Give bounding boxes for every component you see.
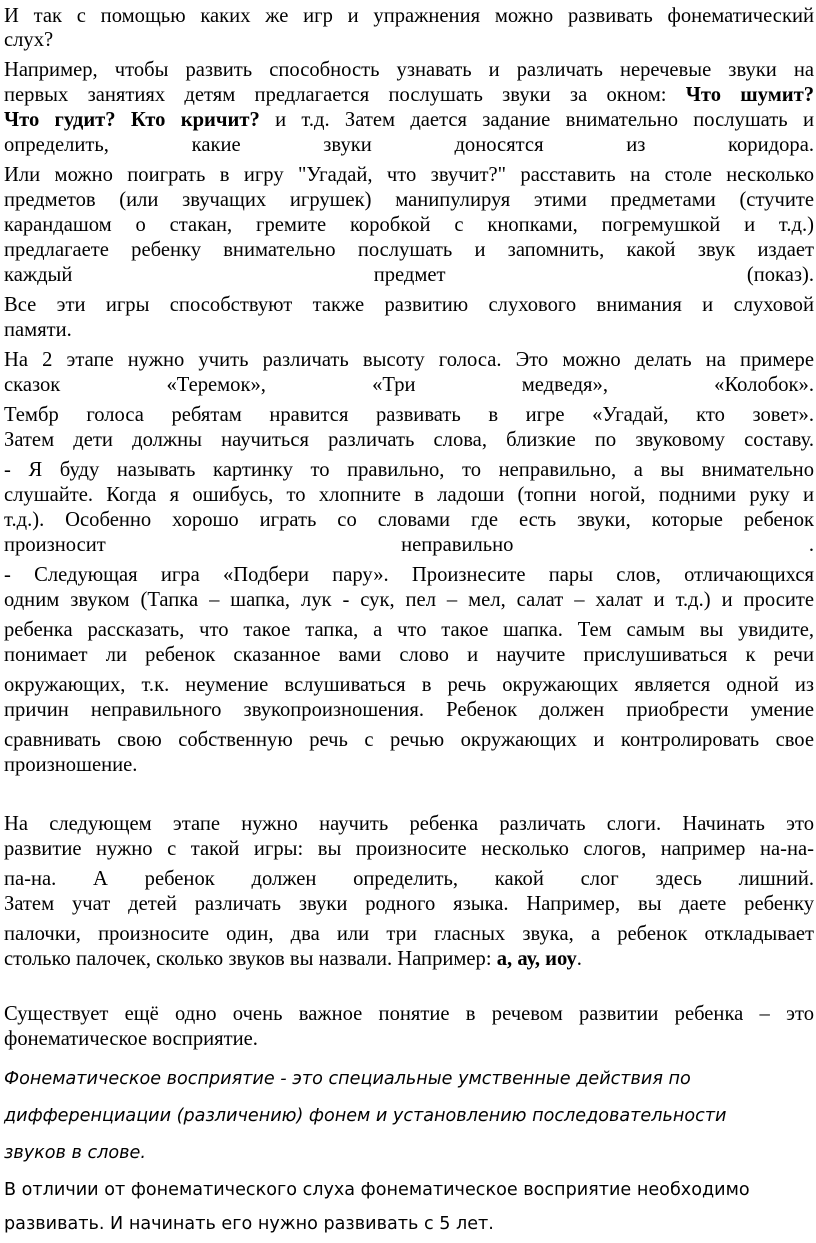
text-span: т.д.). Особенно хорошо играть со словами где есть звуки, которые ребенок bbox=[4, 509, 814, 531]
text-span: слушайте. Когда я ошибусь, то хлопните в ладоши (топни ногой, подними руку и bbox=[4, 484, 814, 506]
text-line bbox=[4, 563, 814, 587]
text-line bbox=[4, 263, 814, 287]
text-line bbox=[4, 728, 814, 752]
text-line bbox=[4, 293, 814, 317]
note-line: В отличии от фонематического слуха фонематическое восприятие необходимо bbox=[4, 1180, 750, 1200]
text-span: сравнивать свою собственную речь с речью окружающих и контролировать свое bbox=[4, 729, 814, 751]
text-line bbox=[4, 698, 814, 722]
text-span: понимает ли ребенок сказанное вами слово и научите прислушиваться к речи bbox=[4, 644, 814, 666]
text-span: палочки, произносите один, два или три гласных звука, а ребенок откладывает bbox=[4, 923, 814, 945]
text-line bbox=[4, 508, 814, 532]
text-span: Затем дети должны научиться различать слова, близкие по звуковому составу. bbox=[4, 429, 814, 451]
text-line bbox=[4, 673, 814, 697]
text-line bbox=[4, 588, 814, 612]
text-span: произношение. bbox=[4, 754, 138, 776]
text-span: и т.д. Затем дается задание внимательно послушать и bbox=[259, 109, 814, 131]
text-span: столько палочек, сколько звуков вы назвали. Например: bbox=[4, 948, 497, 970]
text-line bbox=[4, 428, 814, 452]
text-line bbox=[4, 58, 814, 82]
text-span: фонематическое восприятие. bbox=[4, 1028, 258, 1050]
text-line bbox=[4, 108, 814, 132]
text-line bbox=[4, 348, 814, 372]
definition-line: дифференциации (различению) фонем и установлению последовательности bbox=[4, 1106, 727, 1126]
text-line bbox=[4, 812, 814, 836]
text-line bbox=[4, 922, 814, 946]
text-span: Все эти игры способствуют также развитию слухового внимания и слуховой bbox=[4, 294, 814, 316]
text-span: слух? bbox=[4, 29, 54, 51]
text-line bbox=[4, 163, 814, 187]
bold-text: Что шумит? bbox=[685, 84, 814, 106]
text-line bbox=[4, 373, 814, 397]
definition-line: Фонематическое восприятие - это специальные умственные действия по bbox=[4, 1069, 691, 1089]
text-span: предлагаете ребенку внимательно послушать и запомнить, какой звук издает bbox=[4, 239, 814, 261]
text-span: На 2 этапе нужно учить различать высоту голоса. Это можно делать на примере bbox=[4, 349, 814, 371]
text-line bbox=[4, 4, 814, 28]
text-span: ребенка рассказать, что такое тапка, а что такое шапка. Тем самым вы увидите, bbox=[4, 619, 814, 641]
text-line bbox=[4, 83, 814, 107]
text-line bbox=[4, 643, 814, 667]
text-line bbox=[4, 28, 814, 52]
text-line bbox=[4, 533, 814, 557]
text-line bbox=[4, 188, 814, 212]
text-line bbox=[4, 867, 814, 891]
text-span: развитие нужно с такой игры: вы произносите несколько слогов, например на-на- bbox=[4, 838, 814, 860]
bold-text: а, ау, иоу bbox=[496, 948, 577, 970]
text-line bbox=[4, 947, 814, 971]
text-span: Или можно поиграть в игру "Угадай, что звучит?" расставить на столе несколько bbox=[4, 164, 814, 186]
text-span: сказок «Теремок», «Три медведя», «Колобок». bbox=[4, 374, 814, 396]
text-span: карандашом о стакан, гремите коробкой с кнопками, погремушкой и т.д.) bbox=[4, 214, 814, 236]
text-line bbox=[4, 1027, 814, 1051]
text-line bbox=[4, 458, 814, 482]
text-span: первых занятиях детям предлагается послушать звуки за окном: bbox=[4, 84, 686, 106]
text-span: - Я буду называть картинку то правильно, то неправильно, а вы внимательно bbox=[4, 459, 814, 481]
text-line bbox=[4, 318, 814, 342]
text-line bbox=[4, 837, 814, 861]
text-span: И так с помощью каких же игр и упражнения можно развивать фонематический bbox=[4, 5, 814, 27]
note-line: развивать. И начинать его нужно развивать с 5 лет. bbox=[4, 1214, 494, 1234]
text-line bbox=[4, 753, 814, 777]
text-span: Затем учат детей различать звуки родного языка. Например, вы даете ребенку bbox=[4, 893, 814, 915]
text-span: каждый предмет (показ). bbox=[4, 264, 814, 286]
text-line bbox=[4, 618, 814, 642]
text-span: па-на. А ребенок должен определить, какой слог здесь лишний. bbox=[4, 868, 814, 890]
text-span: памяти. bbox=[4, 319, 72, 341]
text-span: На следующем этапе нужно научить ребенка различать слоги. Начинать это bbox=[4, 813, 814, 835]
text-span: причин неправильного звукопроизношения. Ребенок должен приобрести умение bbox=[4, 699, 814, 721]
text-span: Существует ещё одно очень важное понятие в речевом развитии ребенка – это bbox=[4, 1003, 814, 1025]
text-span: произносит неправильно . bbox=[4, 534, 814, 556]
text-span: одним звуком (Тапка – шапка, лук - сук, пел – мел, салат – халат и т.д.) и просите bbox=[4, 589, 814, 611]
text-span: . bbox=[576, 948, 582, 970]
text-line bbox=[4, 238, 814, 262]
text-span: предметов (или звучащих игрушек) манипулируя этими предметами (стучите bbox=[4, 189, 814, 211]
text-line bbox=[4, 133, 814, 157]
text-span: - Следующая игра «Подбери пару». Произнесите пары слов, отличающихся bbox=[4, 564, 814, 586]
definition-line: звуков в слове. bbox=[4, 1143, 146, 1163]
text-span: Тембр голоса ребятам нравится развивать в игре «Угадай, кто зовет». bbox=[4, 404, 814, 426]
text-span: окружающих, т.к. неумение вслушиваться в речь окружающих является одной из bbox=[4, 674, 814, 696]
text-line bbox=[4, 892, 814, 916]
text-line bbox=[4, 213, 814, 237]
text-line bbox=[4, 1002, 814, 1026]
text-line bbox=[4, 483, 814, 507]
text-span: Например, чтобы развить способность узнавать и различать неречевые звуки на bbox=[4, 59, 814, 81]
bold-text: Что гудит? Кто кричит? bbox=[4, 109, 260, 131]
text-line bbox=[4, 403, 814, 427]
text-span: определить, какие звуки доносятся из коридора. bbox=[4, 134, 814, 156]
